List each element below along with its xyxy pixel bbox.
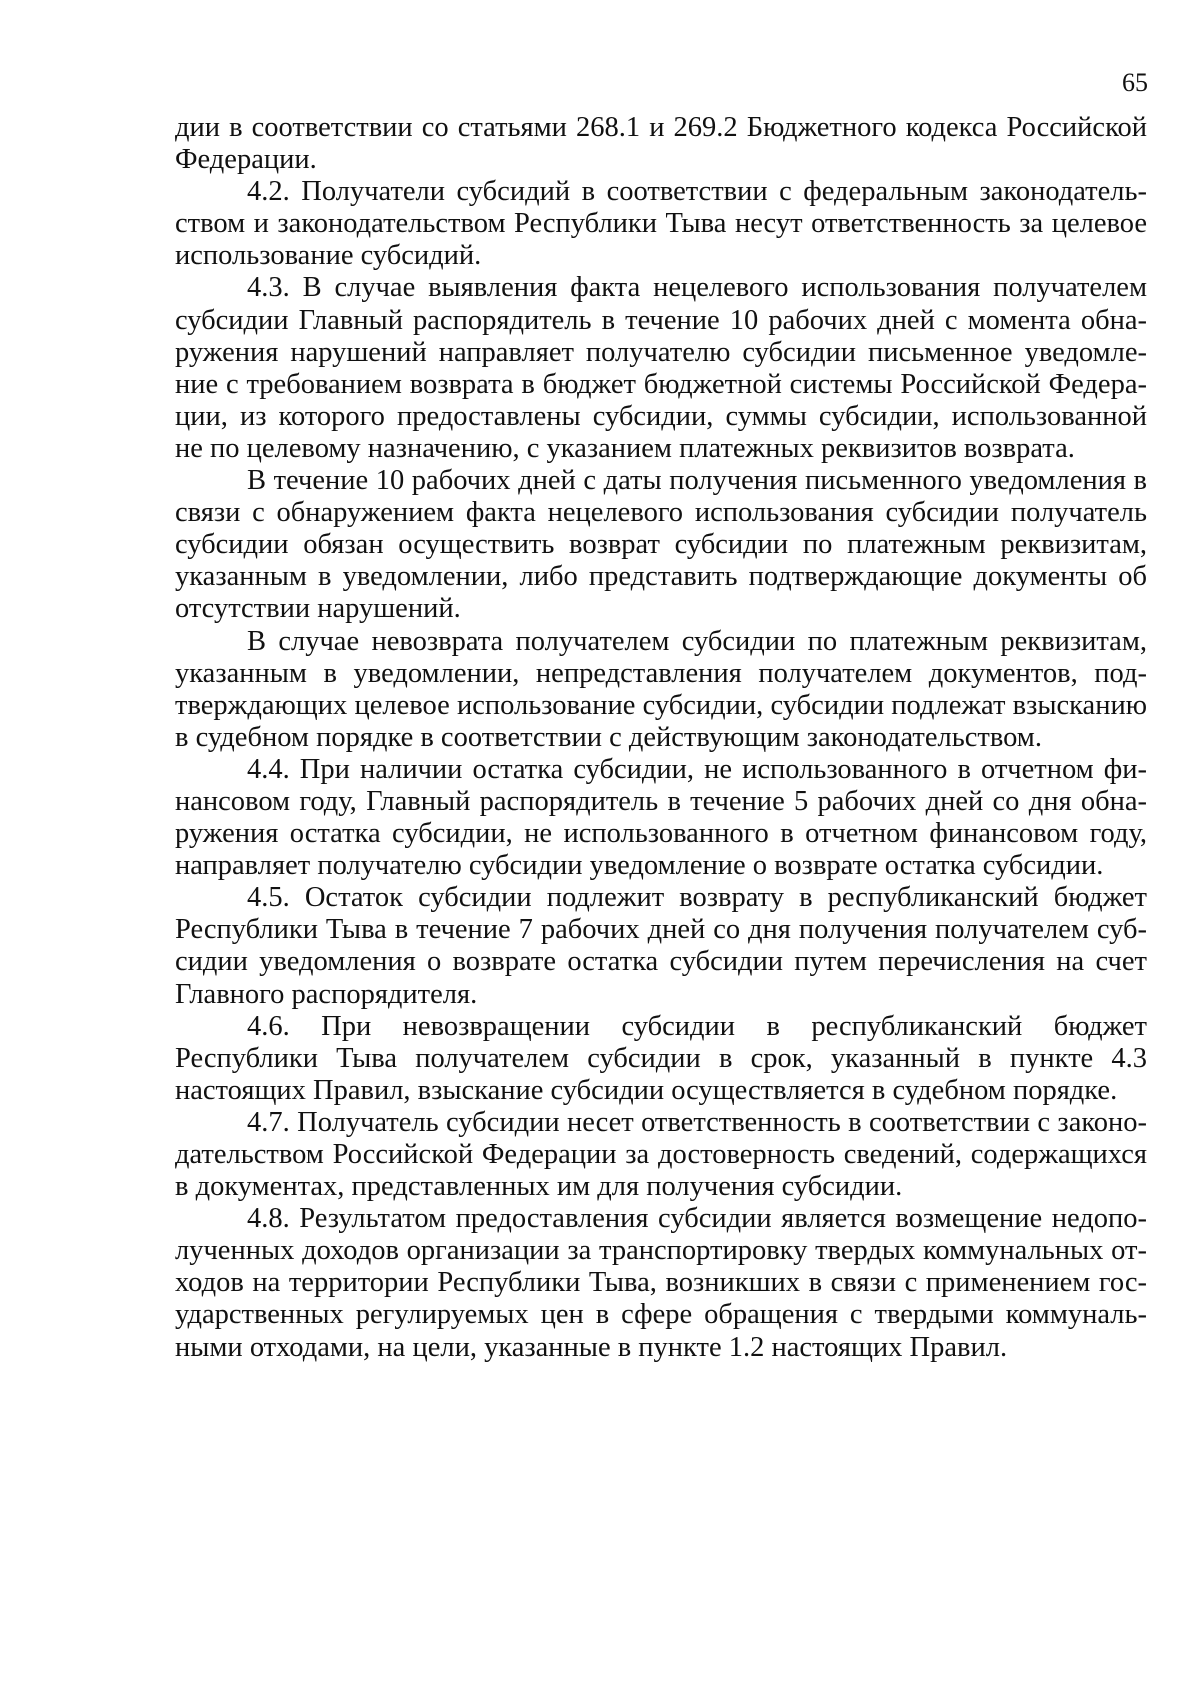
paragraph-continuation: дии в соответствии со статьями 268.1 и 269.2 Бюджетного кодекса Российской Федерации. <box>175 112 1147 176</box>
paragraph-4-3-return-term: В течение 10 рабочих дней с даты получения письменного уведомления в связи с обнаружением факта нецелевого использования субсидии получатель субсидии обязан осуществить возврат субсидии по платежным реквизитам, указанным в уведомлении, либо представить подтверждающие документы об отсутствии нарушений. <box>175 465 1147 625</box>
paragraph-4-5: 4.5. Остаток субсидии подлежит возврату в республиканский бюджет Республики Тыва в течение 7 рабочих дней со дня получения получателем субсидии уведомления о возврате остатка субсидии путем перечисления на счет Главного распорядителя. <box>175 882 1147 1010</box>
paragraph-4-3: 4.3. В случае выявления факта нецелевого использования получателем субсидии Главный распорядитель в течение 10 рабочих дней с момента обнаружения нарушений направляет получателю субсидии письменное уведомление с требованием возврата в бюджет бюджетной системы Российской Федерации, из которого предоставлены субсидии, суммы субсидии, использованной не по целевому назначению, с указанием платежных реквизитов возврата. <box>175 272 1147 464</box>
paragraph-4-4: 4.4. При наличии остатка субсидии, не использованного в отчетном финансовом году, Главный распорядитель в течение 5 рабочих дней со дня обнаружения остатка субсидии, не использованного в отчетном финансовом году, направляет получателю субсидии уведомление о возврате остатка субсидии. <box>175 753 1147 882</box>
page-number: 65 <box>1122 68 1148 97</box>
paragraph-4-6: 4.6. При невозвращении субсидии в республиканский бюджет Республики Тыва получателем субсидии в срок, указанный в пункте 4.3 настоящих Правил, взыскание субсидии осуществляется в судебном порядке. <box>175 1010 1147 1106</box>
paragraph-4-3-non-return: В случае невозврата получателем субсидии по платежным реквизитам, указанным в уведомлении, непредставления получателем документов, подтверждающих целевое использование субсидии, субсидии подлежат взысканию в судебном порядке в соответствии с действующим законодательством. <box>175 625 1147 753</box>
paragraph-4-8: 4.8. Результатом предоставления субсидии является возмещение недополученных доходов организации за транспортировку твердых коммунальных отходов на территории Республики Тыва, возникших в связи с применением государственных регулируемых цен в сфере обращения с твердыми коммунальными отходами, на цели, указанные в пункте 1.2 настоящих Правил. <box>175 1203 1147 1363</box>
paragraph-4-2: 4.2. Получатели субсидий в соответствии с федеральным законодательством и законодательством Республики Тыва несут ответственность за целевое использование субсидий. <box>175 176 1147 272</box>
paragraph-4-7: 4.7. Получатель субсидии несет ответственность в соответствии с законодательством Российской Федерации за достоверность сведений, содержащихся в документах, представленных им для получения субсидии. <box>175 1106 1147 1203</box>
document-body <box>175 112 1147 1364</box>
